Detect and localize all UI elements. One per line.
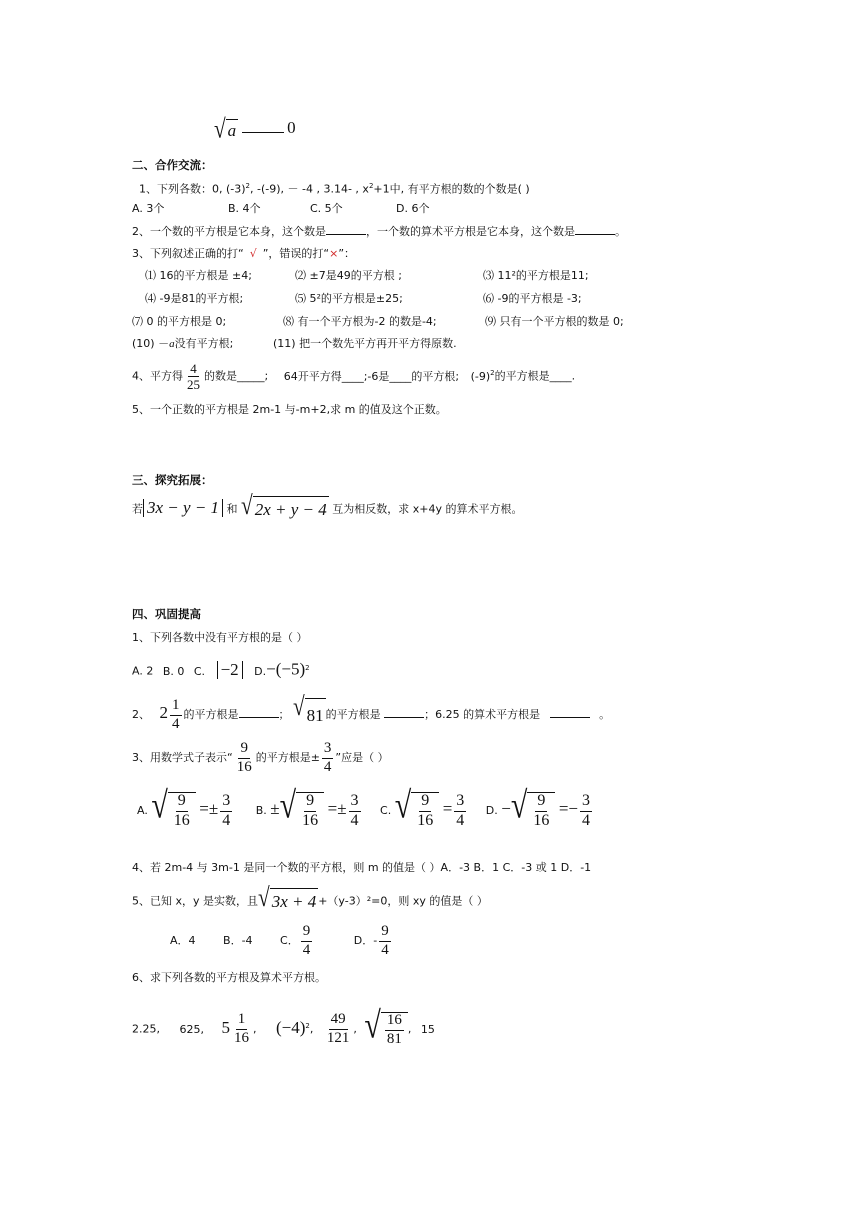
fraction-3-4: $\frac{3}{4}$ xyxy=(323,739,332,775)
fraction-9-16: $\frac{9}{16}$ xyxy=(236,739,252,775)
cross-mark-icon: × xyxy=(329,247,339,260)
opt-b-sqrt: √ $\frac{9}{16}$ xyxy=(280,792,324,830)
opt-d-sqrt: √ $\frac{9}{16}$ xyxy=(511,792,555,830)
s2-q3: 3、下列叙述正确的打“ √ ”，错误的打“×”： xyxy=(132,247,356,260)
opt-a-sqrt: √ $\frac{9}{16}$ xyxy=(151,792,195,830)
s2-q3-item-5: ⑸ 5²的平方根是±25; xyxy=(295,292,403,305)
s2-q3-item-3: ⑶ 11²的平方根是11; xyxy=(483,269,589,282)
s4-q6: 6、求下列各数的平方根及算术平方根。 xyxy=(132,971,326,984)
s2-q5: 5、一个正数的平方根是 2m-1 与-m+2,求 m 的值及这个正数。 xyxy=(132,403,447,416)
s4-q4: 4、若 2m-4 与 3m-1 是同一个数的平方根，则 m 的值是（ ）A．-3 B．1 C．-3 或 1 D．-1 xyxy=(132,861,592,874)
s4-q3-options: A. √ $\frac{9}{16}$ =± $\frac{3}{4}$ B. ± √ $\frac{9}{16}$ =± $\frac{3}{4}$ C. √ $\frac{9}{16}$ = $\frac{3}{4}$ D. − √ $\frac{9}{16}$ =− $\frac{3}{4}$ xyxy=(137,785,590,829)
s2-q3-item-9: ⑼ 只有一个平方根的数是 0; xyxy=(485,315,624,328)
s4-q2: 2、 2 $\frac{1}{4}$ 的平方根是 ； √ 81 的平方根是 ；6.25 的算术平方根是 。 xyxy=(132,690,611,732)
s2-q1-opt-c: C. 5个 xyxy=(310,202,343,215)
section-3-heading: 三、探究拓展： xyxy=(132,473,213,487)
s2-q3-item-7: ⑺ 0 的平方根是 0; xyxy=(132,315,227,328)
rhs-zero: 0 xyxy=(287,118,296,137)
blank xyxy=(326,224,366,235)
s2-q1: 1、下列各数：0, $(-3)^2$, -(-9), － -4 , 3.14- , $x^2+1$中, 有平方根的数的个数是( ) xyxy=(139,182,530,196)
blank xyxy=(242,122,284,133)
sqrt-a: √ a xyxy=(214,114,237,145)
check-mark-icon: √ xyxy=(249,247,257,260)
s4-q5: 5、已知 x，y 是实数，且 √ 3x + 4 +（y-3）²=0，则 xy 的值是（ ） xyxy=(132,888,488,915)
s2-q1-opt-d: D. 6个 xyxy=(396,202,430,215)
fraction-4-25: $\frac{4}{25}$ xyxy=(187,360,200,393)
section-4-heading: 四、巩固提高 xyxy=(132,607,201,621)
s4-q3: 3、用数学式子表示“ $\frac{9}{16}$ 的平方根是± $\frac{3}{4}$ ”应是（ ） xyxy=(132,739,389,775)
top-line xyxy=(214,114,296,145)
s4-q1-options: A. 2 B. 0 C. −2 $D.-(-5)^2$ xyxy=(132,659,310,679)
s4-q6-items: 2.25, 625, 5 $\frac{1}{16}$ , $(-4)^2$, $\frac{49}{121}$ , √ $\frac{16}{81}$ , 15 xyxy=(132,1004,435,1047)
s2-q2: 2、一个数的平方根是它本身，这个数是 ，一个数的算术平方根是它本身，这个数是 。 xyxy=(132,225,626,238)
fraction-1-4: $\frac{1}{4}$ xyxy=(172,696,180,732)
s2-q3-item-10: (10) －a没有平方根; xyxy=(132,337,234,350)
section-2-heading: 二、合作交流： xyxy=(132,158,213,172)
sqrt-3x4: √ 3x + 4 xyxy=(258,888,318,915)
sqrt-16-81: √ $\frac{16}{81}$ xyxy=(364,1012,407,1048)
s2-q3-item-1: ⑴ 16的平方根是 ±4; xyxy=(145,269,252,282)
opt-c-sqrt: √ $\frac{9}{16}$ xyxy=(395,792,439,830)
blank xyxy=(550,707,590,718)
s2-q1-opt-a: A. 3个 xyxy=(132,202,165,215)
s2-q1-opt-b: B. 4个 xyxy=(228,202,261,215)
s2-q3-item-8: ⑻ 有一个平方根为-2 的数是-4; xyxy=(283,315,437,328)
s2-q3-item-6: ⑹ -9的平方根是 -3; xyxy=(483,292,582,305)
blank xyxy=(239,707,279,718)
s4-q1: 1、下列各数中没有平方根的是（ ） xyxy=(132,631,308,644)
sqrt-81: √ 81 xyxy=(293,698,326,733)
s3-question: 若 3x − y − 1 和 √ 2x + y − 4 互为相反数，求 x+4y 的算术平方根。 xyxy=(132,496,523,523)
s2-q3-item-11: (11) 把一个数先平方再开平方得原数. xyxy=(273,337,457,350)
abs-expr: 3x − y − 1 xyxy=(143,499,223,517)
blank xyxy=(384,707,424,718)
s2-q4: 4、平方得 $\frac{4}{25}$ 的数是_____; 64开平方得____;-6是____的平方根; $(-9)^2$的平方根是____. xyxy=(132,360,576,393)
sqrt-expr: √ 2x + y − 4 xyxy=(241,496,329,523)
s2-q3-item-2: ⑵ ±7是49的平方根 ; xyxy=(295,269,402,282)
s4-q5-options: A．4 B．-4 C． $\frac{9}{4}$ D．- $\frac{9}{4}$ xyxy=(170,922,389,958)
blank xyxy=(575,224,615,235)
s2-q3-item-4: ⑷ -9是81的平方根; xyxy=(145,292,244,305)
